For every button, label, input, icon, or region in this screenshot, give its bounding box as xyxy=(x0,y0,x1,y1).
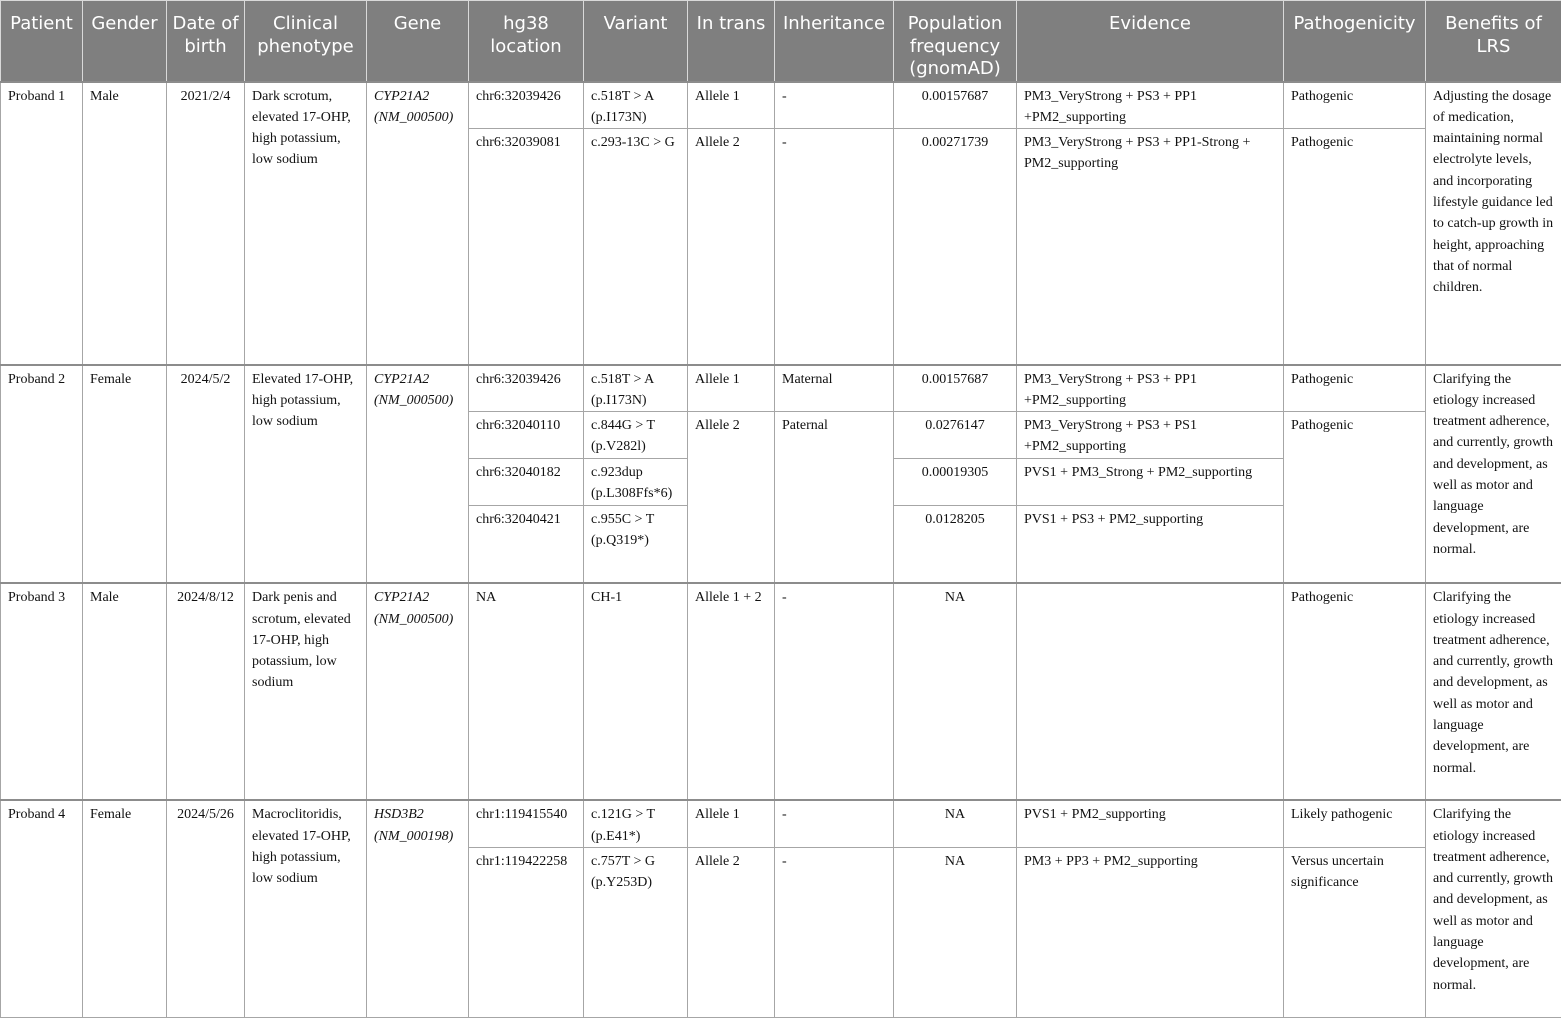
location-cell: chr1:119422258 xyxy=(469,847,584,1017)
frequency-cell: 0.00157687 xyxy=(894,365,1017,412)
header-frequency: Population frequency (gnomAD) xyxy=(894,1,1017,82)
inheritance-cell: - xyxy=(775,583,894,800)
header-patient: Patient xyxy=(1,1,83,82)
inheritance-cell: Paternal xyxy=(775,412,894,584)
header-row xyxy=(1,1,1561,82)
benefits-cell: Clarifying the etiology increased treatment adherence, and currently, growth and development, as well as motor and language development, are normal. xyxy=(1426,365,1561,584)
frequency-cell: 0.0276147 xyxy=(894,412,1017,459)
frequency-cell: NA xyxy=(894,583,1017,800)
patient-cell: Proband 4 xyxy=(1,800,83,1017)
variant-cell: c.923dup (p.L308Ffs*6) xyxy=(584,458,688,505)
gender-cell: Female xyxy=(83,365,167,584)
evidence-cell: PM3_VeryStrong + PS3 + PS1 +PM2_supporting xyxy=(1017,412,1284,459)
gene-cell: HSD3B2 (NM_000198) xyxy=(367,800,469,1017)
frequency-cell: 0.0128205 xyxy=(894,505,1017,583)
frequency-cell: 0.00019305 xyxy=(894,458,1017,505)
in-trans-cell: Allele 1 xyxy=(688,365,775,412)
in-trans-cell: Allele 2 xyxy=(688,412,775,584)
variant-cell: c.955C > T (p.Q319*) xyxy=(584,505,688,583)
phenotype-cell: Macroclitoridis, elevated 17-OHP, high potassium, low sodium xyxy=(245,800,367,1017)
header-benefits: Benefits of LRS xyxy=(1426,1,1561,82)
inheritance-cell: - xyxy=(775,800,894,847)
frequency-cell: 0.00157687 xyxy=(894,82,1017,129)
header-inheritance: Inheritance xyxy=(775,1,894,82)
benefits-cell: Clarifying the etiology increased treatment adherence, and currently, growth and development, as well as motor and language development, are normal. xyxy=(1426,800,1561,1017)
dob-cell: 2024/5/26 xyxy=(167,800,245,1017)
inheritance-cell: - xyxy=(775,847,894,1017)
table-row xyxy=(1,583,1561,800)
gender-cell: Female xyxy=(83,800,167,1017)
frequency-cell: NA xyxy=(894,847,1017,1017)
header-pathogenicity: Pathogenicity xyxy=(1284,1,1426,82)
pathogenicity-cell: Pathogenic xyxy=(1284,129,1426,365)
in-trans-cell: Allele 1 xyxy=(688,82,775,129)
inheritance-cell: Maternal xyxy=(775,365,894,412)
dob-cell: 2024/5/2 xyxy=(167,365,245,584)
frequency-cell: NA xyxy=(894,800,1017,847)
evidence-cell: PVS1 + PM3_Strong + PM2_supporting xyxy=(1017,458,1284,505)
table-row xyxy=(1,365,1561,412)
inheritance-cell: - xyxy=(775,82,894,129)
header-dob: Date of birth xyxy=(167,1,245,82)
location-cell: chr6:32039081 xyxy=(469,129,584,365)
in-trans-cell: Allele 2 xyxy=(688,847,775,1017)
gender-cell: Male xyxy=(83,82,167,365)
frequency-cell: 0.00271739 xyxy=(894,129,1017,365)
header-in-trans: In trans xyxy=(688,1,775,82)
variant-cell: c.844G > T (p.V282l) xyxy=(584,412,688,459)
header-evidence: Evidence xyxy=(1017,1,1284,82)
in-trans-cell: Allele 1 + 2 xyxy=(688,583,775,800)
variant-cell: CH-1 xyxy=(584,583,688,800)
table-row xyxy=(1,82,1561,129)
location-cell: chr6:32040421 xyxy=(469,505,584,583)
phenotype-cell: Dark penis and scrotum, elevated 17-OHP, high potassium, low sodium xyxy=(245,583,367,800)
location-cell: chr6:32040182 xyxy=(469,458,584,505)
location-cell: NA xyxy=(469,583,584,800)
variant-cell: c.293-13C > G xyxy=(584,129,688,365)
variant-cell: c.518T > A (p.I173N) xyxy=(584,82,688,129)
header-phenotype: Clinical phenotype xyxy=(245,1,367,82)
location-cell: chr1:119415540 xyxy=(469,800,584,847)
variant-cell: c.121G > T (p.E41*) xyxy=(584,800,688,847)
patient-cell: Proband 1 xyxy=(1,82,83,365)
evidence-cell: PVS1 + PS3 + PM2_supporting xyxy=(1017,505,1284,583)
evidence-cell: PVS1 + PM2_supporting xyxy=(1017,800,1284,847)
evidence-cell: PM3 + PP3 + PM2_supporting xyxy=(1017,847,1284,1017)
pathogenicity-cell: Likely pathogenic xyxy=(1284,800,1426,847)
header-gender: Gender xyxy=(83,1,167,82)
evidence-cell: PM3_VeryStrong + PS3 + PP1 +PM2_supporting xyxy=(1017,82,1284,129)
header-variant: Variant xyxy=(584,1,688,82)
evidence-cell xyxy=(1017,583,1284,800)
phenotype-cell: Elevated 17-OHP, high potassium, low sodium xyxy=(245,365,367,584)
evidence-cell: PM3_VeryStrong + PS3 + PP1 +PM2_supporting xyxy=(1017,365,1284,412)
phenotype-cell: Dark scrotum, elevated 17-OHP, high potassium, low sodium xyxy=(245,82,367,365)
dob-cell: 2024/8/12 xyxy=(167,583,245,800)
in-trans-cell: Allele 1 xyxy=(688,800,775,847)
gene-cell: CYP21A2 (NM_000500) xyxy=(367,82,469,365)
benefits-cell: Clarifying the etiology increased treatment adherence, and currently, growth and development, as well as motor and language development, are normal. xyxy=(1426,583,1561,800)
evidence-cell: PM3_VeryStrong + PS3 + PP1-Strong + PM2_supporting xyxy=(1017,129,1284,365)
pathogenicity-cell: Versus uncertain significance xyxy=(1284,847,1426,1017)
benefits-cell: Adjusting the dosage of medication, maintaining normal electrolyte levels, and incorporating lifestyle guidance led to catch-up growth in height, approaching that of normal children. xyxy=(1426,82,1561,365)
pathogenicity-cell: Pathogenic xyxy=(1284,583,1426,800)
gene-cell: CYP21A2 (NM_000500) xyxy=(367,365,469,584)
location-cell: chr6:32039426 xyxy=(469,365,584,412)
patient-cell: Proband 2 xyxy=(1,365,83,584)
pathogenicity-cell: Pathogenic xyxy=(1284,365,1426,412)
gender-cell: Male xyxy=(83,583,167,800)
patient-cell: Proband 3 xyxy=(1,583,83,800)
variant-cell: c.757T > G (p.Y253D) xyxy=(584,847,688,1017)
inheritance-cell: - xyxy=(775,129,894,365)
pathogenicity-cell: Pathogenic xyxy=(1284,412,1426,584)
variant-cell: c.518T > A (p.I173N) xyxy=(584,365,688,412)
dob-cell: 2021/2/4 xyxy=(167,82,245,365)
in-trans-cell: Allele 2 xyxy=(688,129,775,365)
header-location: hg38 location xyxy=(469,1,584,82)
gene-cell: CYP21A2 (NM_000500) xyxy=(367,583,469,800)
header-gene: Gene xyxy=(367,1,469,82)
location-cell: chr6:32039426 xyxy=(469,82,584,129)
table-row xyxy=(1,800,1561,847)
pathogenicity-cell: Pathogenic xyxy=(1284,82,1426,129)
location-cell: chr6:32040110 xyxy=(469,412,584,459)
